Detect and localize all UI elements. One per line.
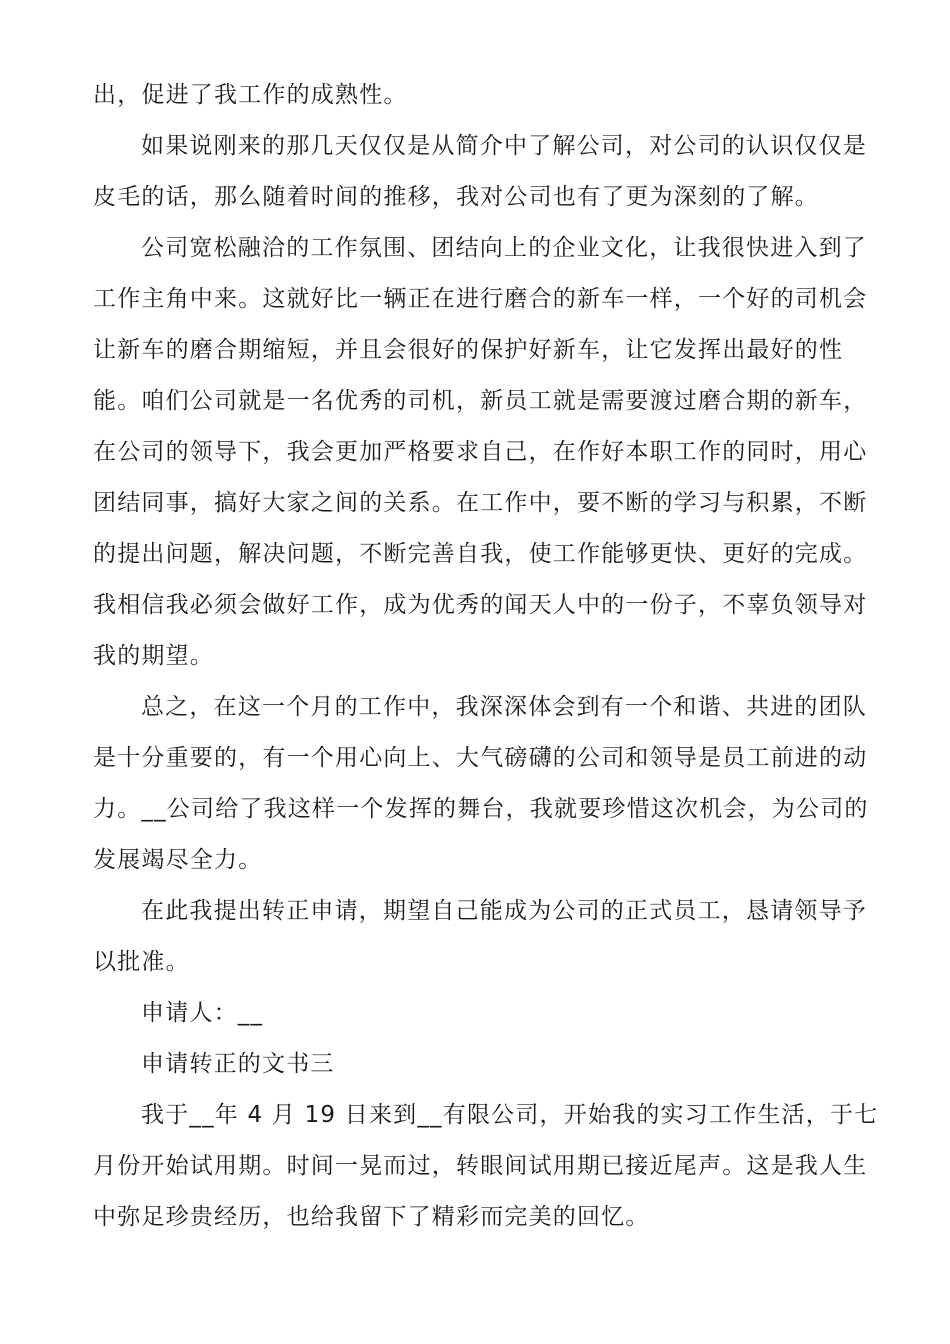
paragraph-start-line: 我于__年 4 月 19 日来到__有限公司，开始我的实习工作生活，于七 — [141, 1102, 879, 1128]
section-heading: 申请转正的文书三 — [141, 1051, 335, 1077]
text-line: 发展竭尽全力。 — [93, 847, 263, 873]
text-line: 出，促进了我工作的成熟性。 — [93, 82, 408, 108]
paragraph-start-line: 总之，在这一个月的工作中，我深深体会到有一个和谐、共进的团队 — [141, 694, 867, 720]
text-line: 我相信我必须会做好工作，成为优秀的闻天人中的一份子，不辜负领导对 — [93, 592, 868, 618]
text-line: 月份开始试用期。时间一晃而过，转眼间试用期已接近尾声。这是我人生 — [93, 1153, 868, 1179]
text-line: 我的期望。 — [93, 643, 214, 669]
text-line: 是十分重要的，有一个用心向上、大气磅礴的公司和领导是员工前进的动 — [93, 745, 868, 771]
text-line: 在公司的领导下，我会更加严格要求自己，在作好本职工作的同时，用心 — [93, 439, 868, 465]
text-line: 中弥足珍贵经历，也给我留下了精彩而完美的回忆。 — [93, 1204, 650, 1230]
text-line: 以批准。 — [93, 949, 190, 975]
paragraph-start-line: 公司宽松融洽的工作氛围、团结向上的企业文化，让我很快进入到了 — [141, 235, 867, 261]
text-line: 让新车的磨合期缩短，并且会很好的保护好新车，让它发挥出最好的性 — [93, 337, 844, 363]
paragraph-start-line: 如果说刚来的那几天仅仅是从简介中了解公司，对公司的认识仅仅是 — [141, 133, 867, 159]
text-line: 工作主角中来。这就好比一辆正在进行磨合的新车一样，一个好的司机会 — [93, 286, 868, 312]
text-line: 力。__公司给了我这样一个发挥的舞台，我就要珍惜这次机会，为公司的 — [93, 796, 869, 822]
paragraph-start-line: 在此我提出转正申请，期望自己能成为公司的正式员工，恳请领导予 — [141, 898, 867, 924]
text-line: 的提出问题，解决问题，不断完善自我，使工作能够更快、更好的完成。 — [93, 541, 868, 567]
applicant-signature-line: 申请人：__ — [141, 1000, 264, 1026]
text-line: 团结同事，搞好大家之间的关系。在工作中，要不断的学习与积累，不断 — [93, 490, 868, 516]
text-line: 能。咱们公司就是一名优秀的司机，新员工就是需要渡过磨合期的新车， — [93, 388, 868, 414]
text-line: 皮毛的话，那么随着时间的推移，我对公司也有了更为深刻的了解。 — [93, 184, 819, 210]
